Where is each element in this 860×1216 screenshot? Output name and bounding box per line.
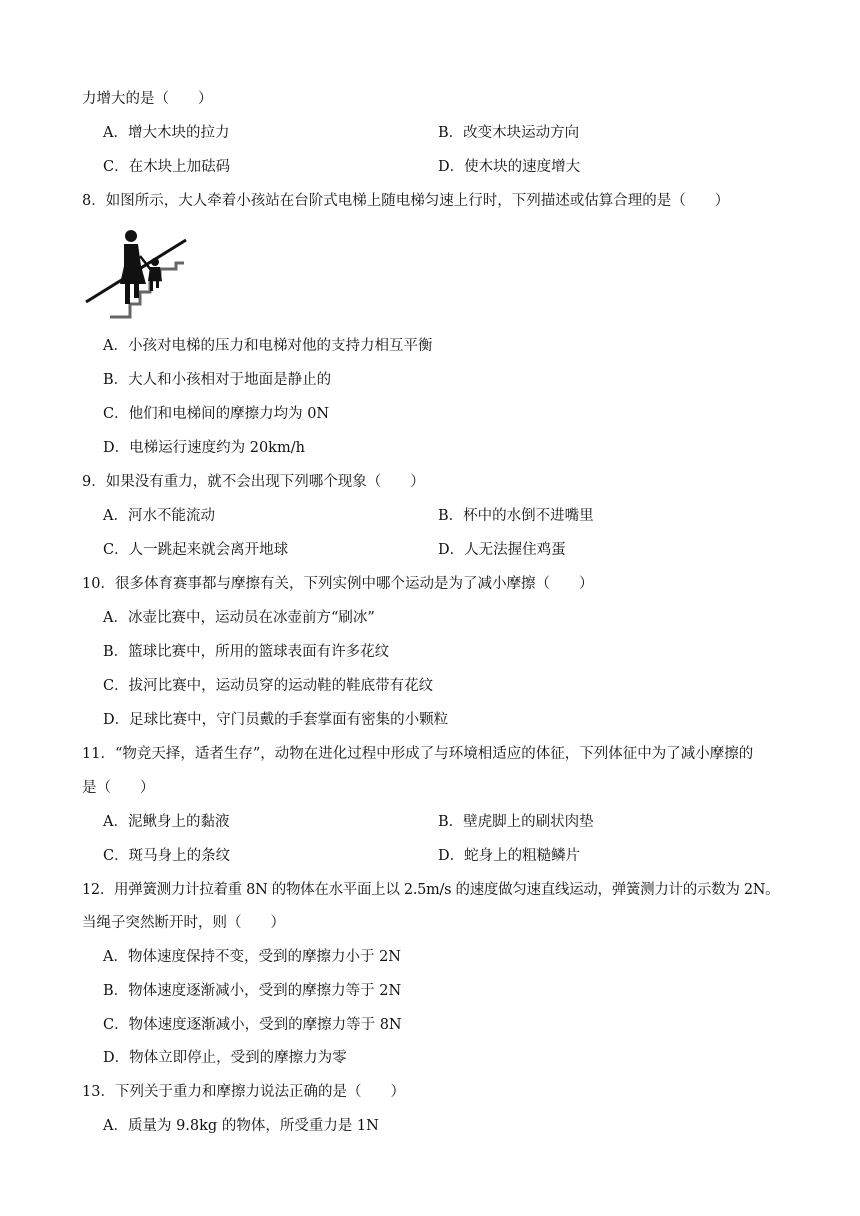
- child-leg-left: [150, 281, 153, 291]
- question-10-stem: 10．很多体育赛事都与摩擦有关，下列实例中哪个运动是为了减小摩擦（ ）: [82, 576, 594, 592]
- child-leg-right: [156, 281, 159, 288]
- adult-leg-left: [125, 284, 130, 304]
- question-11-option-a: A．泥鳅身上的黏液: [103, 814, 230, 830]
- question-9-option-b: B．杯中的水倒不进嘴里: [438, 508, 594, 524]
- question-10-option-b: B．篮球比赛中，所用的篮球表面有许多花纹: [103, 644, 390, 660]
- question-12-option-a: A．物体速度保持不变，受到的摩擦力小于 2N: [103, 949, 401, 965]
- question-9-option-d: D．人无法握住鸡蛋: [438, 542, 566, 558]
- question-7-option-d: D．使木块的速度增大: [438, 159, 581, 175]
- child-head: [151, 258, 159, 266]
- question-7-stem-tail: 力增大的是（ ）: [82, 91, 213, 107]
- question-11-option-c: C．斑马身上的条纹: [103, 848, 231, 864]
- question-8-option-b: B．大人和小孩相对于地面是静止的: [103, 372, 332, 388]
- question-11-option-d: D．蛇身上的粗糙鳞片: [438, 848, 581, 864]
- question-8-option-c: C．他们和电梯间的摩擦力均为 0N: [103, 406, 330, 422]
- question-8-option-d: D．电梯运行速度约为 20km/h: [103, 440, 305, 456]
- adult-head: [125, 230, 137, 242]
- question-12-stem: 12．用弹簧测力计拉着重 8N 的物体在水平面上以 2.5m/s 的速度做匀速直线运动，弹簧测力计的示数为 2N。: [82, 882, 780, 898]
- question-12-stem-cont: 当绳子突然断开时，则（ ）: [82, 915, 285, 931]
- question-13-option-a: A．质量为 9.8kg 的物体，所受重力是 1N: [103, 1118, 379, 1134]
- question-10-option-a: A．冰壶比赛中，运动员在冰壶前方“刷冰”: [103, 610, 375, 626]
- question-11-stem: 11．“物竞天择，适者生存”，动物在进化过程中形成了与环境相适应的体征，下列体征中为了减小摩擦的: [82, 746, 754, 762]
- question-9-option-a: A．河水不能流动: [103, 508, 215, 524]
- question-12-option-d: D．物体立即停止，受到的摩擦力为零: [103, 1050, 347, 1066]
- question-7-option-a: A．增大木块的拉力: [103, 125, 230, 141]
- question-9-stem: 9．如果没有重力，就不会出现下列哪个现象（ ）: [82, 474, 425, 490]
- question-12-option-b: B．物体速度逐渐减小，受到的摩擦力等于 2N: [103, 983, 402, 999]
- question-7-option-b: B．改变木块运动方向: [438, 125, 580, 141]
- question-11-option-b: B．壁虎脚上的刷状肉垫: [438, 814, 594, 830]
- escalator-figure: [84, 226, 192, 322]
- stairs-line: [110, 263, 184, 317]
- adult-body: [120, 244, 146, 284]
- question-8-option-a: A．小孩对电梯的压力和电梯对他的支持力相互平衡: [103, 338, 433, 354]
- question-12-option-c: C．物体速度逐渐减小，受到的摩擦力等于 8N: [103, 1017, 402, 1033]
- question-13-stem: 13．下列关于重力和摩擦力说法正确的是（ ）: [82, 1084, 405, 1100]
- question-10-option-d: D．足球比赛中，守门员戴的手套掌面有密集的小颗粒: [103, 712, 449, 728]
- question-8-stem: 8．如图所示，大人牵着小孩站在台阶式电梯上随电梯匀速上行时，下列描述或估算合理的是（ ）: [82, 193, 730, 209]
- question-9-option-c: C．人一跳起来就会离开地球: [103, 542, 289, 558]
- question-7-option-c: C．在木块上加砝码: [103, 159, 231, 175]
- adult-leg-right: [134, 284, 139, 298]
- question-11-stem-cont: 是（ ）: [82, 780, 155, 796]
- question-10-option-c: C．拔河比赛中，运动员穿的运动鞋的鞋底带有花纹: [103, 678, 434, 694]
